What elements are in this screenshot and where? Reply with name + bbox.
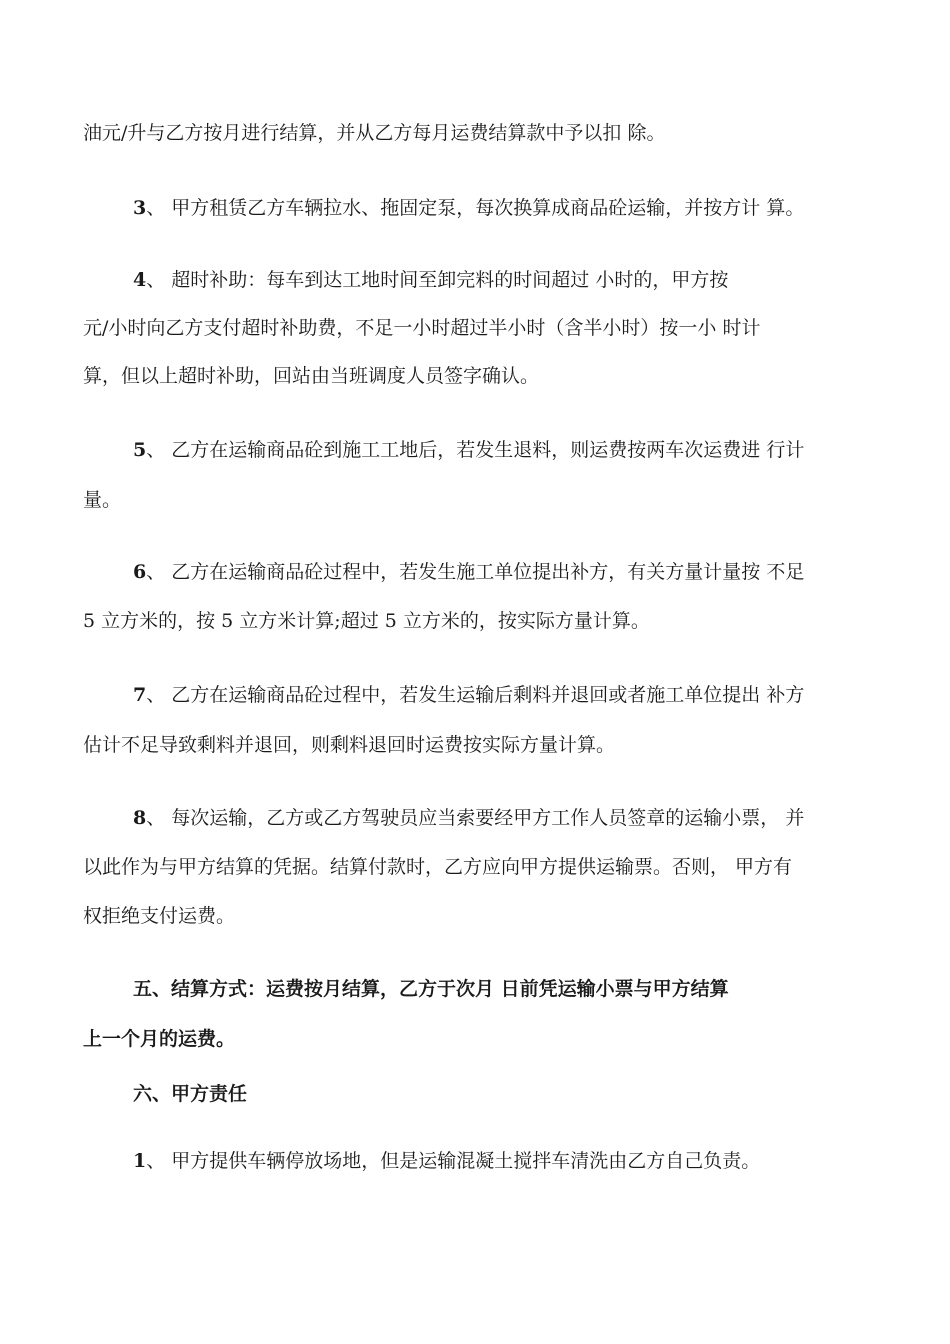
- clause-number: 8: [133, 807, 147, 829]
- clause-7-line-2: [83, 733, 615, 757]
- section-text: 五、结算方式：运费按月结算，乙方于次月 日前凭运输小票与甲方结算: [133, 978, 729, 1000]
- clause-number: 6: [133, 561, 147, 583]
- clause-text: 、 每次运输，乙方或乙方驾驶员应当索要经甲方工作人员签章的运输小票， 并: [146, 807, 805, 829]
- clause-number: 5: [133, 439, 147, 461]
- clause-5: [133, 438, 804, 462]
- section-5-heading: [133, 977, 729, 1001]
- clause-text: 5 立方米的，按 5 立方米计算;超过 5 立方米的，按实际方量计算。: [83, 610, 650, 632]
- clause-text: 、 乙方在运输商品砼过程中，若发生施工单位提出补方，有关方量计量按 不足: [146, 561, 805, 583]
- clause-6: [133, 560, 804, 584]
- clause-text: 、 乙方在运输商品砼到施工工地后，若发生退料，则运费按两车次运费进 行计: [146, 439, 805, 461]
- clause-7: [133, 683, 804, 707]
- clause-text: 、 超时补助：每车到达工地时间至卸完料的时间超过 小时的，甲方按: [146, 269, 729, 291]
- clause-number: 1: [133, 1150, 147, 1172]
- clause-text: 量。: [83, 489, 122, 511]
- clause-text: 元/小时向乙方支付超时补助费，不足一小时超过半小时（含半小时）按一小 时计: [83, 317, 761, 339]
- clause-3: [133, 196, 804, 220]
- clause-text: 以此作为与甲方结算的凭据。结算付款时，乙方应向甲方提供运输票。否则， 甲方有: [83, 856, 793, 878]
- clause-text: 权拒绝支付运费。: [83, 905, 236, 927]
- section-text: 上一个月的运费。: [83, 1028, 236, 1050]
- section-title: 六、甲方责任: [133, 1083, 248, 1105]
- section-6-clause-1: [133, 1149, 760, 1173]
- clause-text: 、 乙方在运输商品砼过程中，若发生运输后剩料并退回或者施工单位提出 补方: [146, 684, 805, 706]
- clause-4: [133, 268, 728, 292]
- clause-text: 算，但以上超时补助，回站由当班调度人员签字确认。: [83, 365, 540, 387]
- clause-text: 估计不足导致剩料并退回，则剩料退回时运费按实际方量计算。: [83, 734, 616, 756]
- clause-4-line-2: [83, 316, 760, 340]
- clause-number: 3: [133, 197, 147, 219]
- clause-4-line-3: [83, 364, 539, 388]
- clause-text: 、 甲方提供车辆停放场地，但是运输混凝土搅拌车清洗由乙方自己负责。: [146, 1150, 761, 1172]
- clause-6-line-2: [83, 609, 650, 633]
- clause-number: 4: [133, 269, 147, 291]
- clause-number: 7: [133, 684, 147, 706]
- paragraph-text: 油元/升与乙方按月进行结算，并从乙方每月运费结算款中予以扣 除。: [83, 122, 666, 144]
- clause-8-line-3: [83, 904, 235, 928]
- section-6-heading: [133, 1082, 247, 1106]
- clause-text: 、 甲方租赁乙方车辆拉水、拖固定泵，每次换算成商品砼运输，并按方计 算。: [146, 197, 805, 219]
- section-5-line-2: [83, 1027, 235, 1051]
- clause-5-line-2: [83, 488, 121, 512]
- clause-8-line-2: [83, 855, 792, 879]
- paragraph-line: [83, 121, 665, 145]
- clause-8: [133, 806, 804, 830]
